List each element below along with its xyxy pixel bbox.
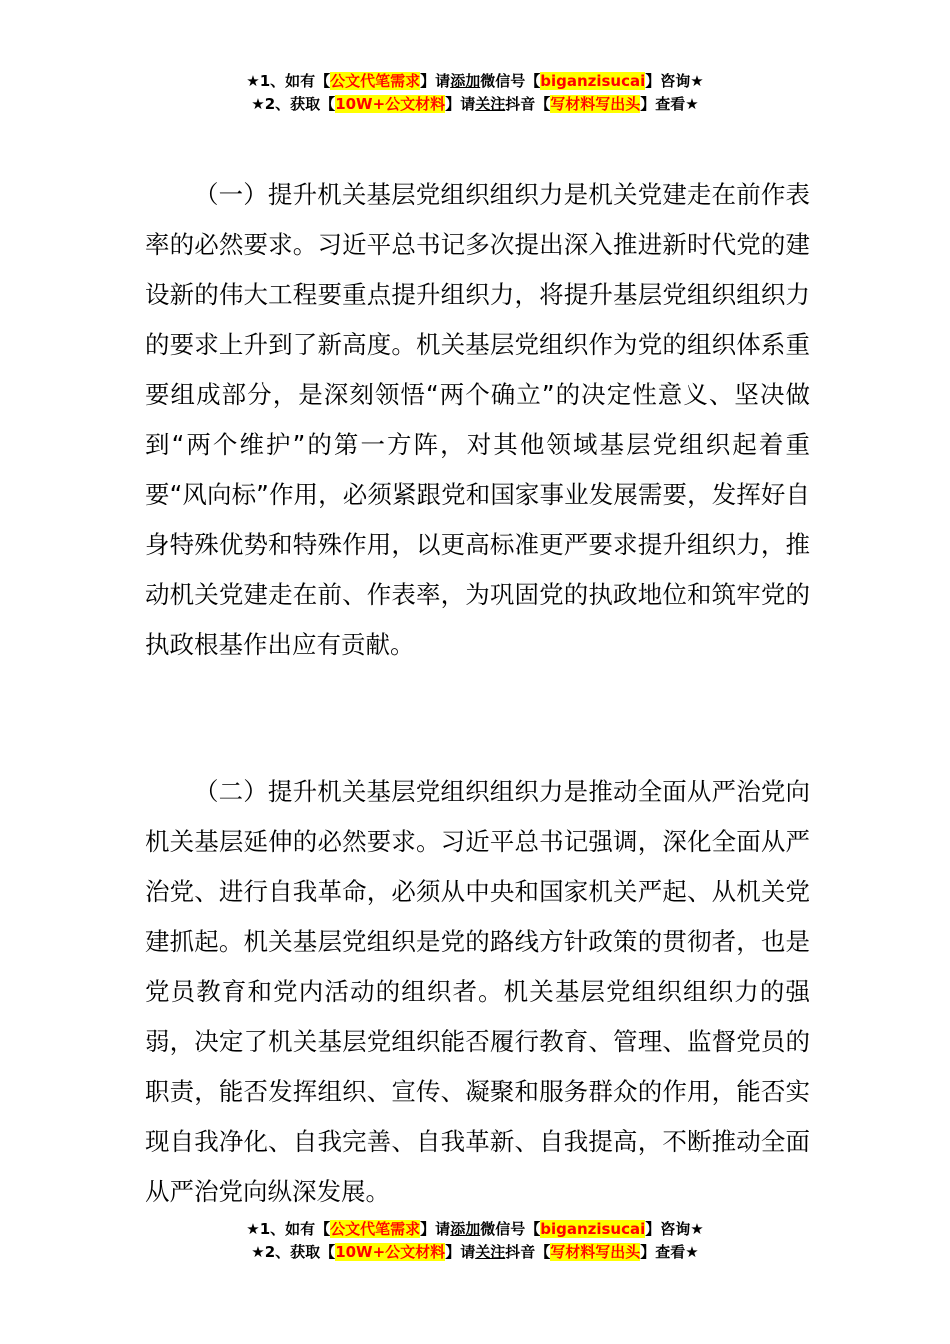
- banner-line-1: ★1、如有【公文代笔需求】请添加微信号【biganzisucai】咨询★: [246, 72, 704, 90]
- highlight-douyin-account: 写材料写出头: [550, 95, 641, 113]
- footer-banner: [0, 1218, 950, 1264]
- banner-line-1: ★1、如有【公文代笔需求】请添加微信号【biganzisucai】咨询★: [246, 1220, 704, 1238]
- highlight-materials: 10W+公文材料: [335, 95, 446, 113]
- highlight-douyin-account: 写材料写出头: [550, 1243, 641, 1261]
- highlight-service: 公文代笔需求: [330, 72, 421, 90]
- highlight-service: 公文代笔需求: [330, 1220, 421, 1238]
- article-paragraph-2: （二）提升机关基层党组织组织力是推动全面从严治党向机关基层延伸的必然要求。习近平总书记强调，深化全面从严治党、进行自我革命，必须从中央和国家机关严起、从机关党建抓起。机关基层党组织是党的路线方针政策的贯彻者，也是党员教育和党内活动的组织者。机关基层党组织组织力的强弱，决定了机关基层党组织能否履行教育、管理、监督党员的职责，能否发挥组织、宣传、凝聚和服务群众的作用，能否实现自我净化、自我完善、自我革新、自我提高，不断推动全面从严治党向纵深发展。: [145, 777, 810, 1206]
- highlight-wechat-id: biganzisucai: [540, 72, 646, 90]
- highlight-wechat-id: biganzisucai: [540, 1220, 646, 1238]
- banner-line-2: ★2、获取【10W+公文材料】请关注抖音【写材料写出头】查看★: [251, 95, 699, 113]
- banner-line-2: ★2、获取【10W+公文材料】请关注抖音【写材料写出头】查看★: [251, 1243, 699, 1261]
- header-banner: [0, 70, 950, 116]
- article-paragraph-1: （一）提升机关基层党组织组织力是机关党建走在前作表率的必然要求。习近平总书记多次提出深入推进新时代党的建设新的伟大工程要重点提升组织力，将提升基层党组织组织力的要求上升到了新高度。机关基层党组织作为党的组织体系重要组成部分，是深刻领悟“两个确立”的决定性意义、坚决做到“两个维护”的第一方阵，对其他领域基层党组织起着重要“风向标”作用，必须紧跟党和国家事业发展需要，发挥好自身特殊优势和特殊作用，以更高标准更严要求提升组织力，推动机关党建走在前、作表率，为巩固党的执政地位和筑牢党的执政根基作出应有贡献。: [145, 180, 810, 659]
- highlight-materials: 10W+公文材料: [335, 1243, 446, 1261]
